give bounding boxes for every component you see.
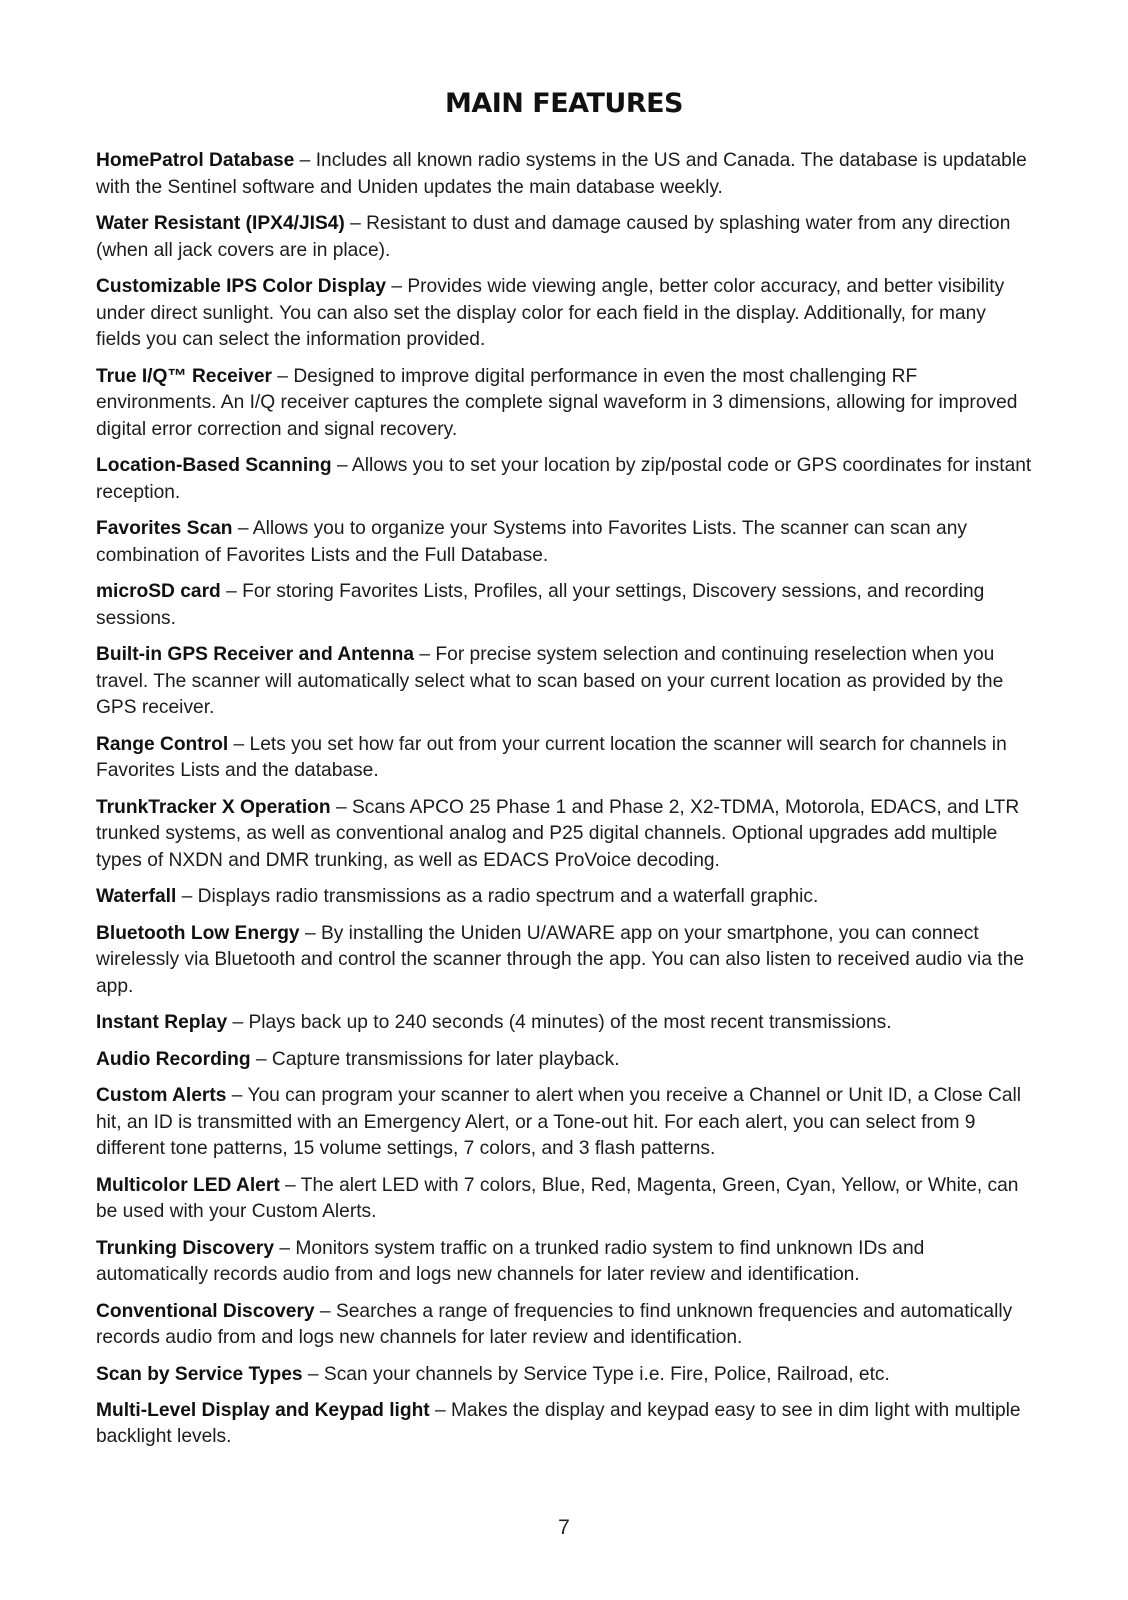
- feature-description: Lets you set how far out from your current location the scanner will search for channels in Favorites Lists and the database.: [96, 733, 1007, 782]
- feature-description: Resistant to dust and damage caused by splashing water from any direction (when all jack covers are in place).: [96, 212, 1011, 261]
- feature-list: [96, 148, 1034, 1461]
- feature-item: Range Control – Lets you set how far out from your current location the scanner will search for channels in Favorites Lists and the database.: [96, 733, 1007, 782]
- feature-item: Multicolor LED Alert – The alert LED with 7 colors, Blue, Red, Magenta, Green, Cyan, Yellow, or White, can be used with your Custom Alerts.: [96, 1174, 1019, 1223]
- feature-name: microSD card: [96, 581, 221, 603]
- feature-name: TrunkTracker X Operation: [96, 796, 331, 818]
- feature-description: Plays back up to 240 seconds (4 minutes) of the most recent transmissions.: [248, 1012, 892, 1034]
- feature-description: Designed to improve digital performance in even the most challenging RF environments. An I/Q receiver captures the complete signal waveform in 3 dimensions, allowing for improved digital error correction and signal recovery.: [96, 365, 1018, 440]
- feature-name: Location-Based Scanning: [96, 455, 332, 477]
- feature-item: Custom Alerts – You can program your scanner to alert when you receive a Channel or Unit ID, a Close Call hit, an ID is transmitted with an Emergency Alert, or a Tone-out hit. For each alert, you can select from 9 different tone patterns, 15 volume settings, 7 colors, and 3 flash patterns.: [96, 1084, 1022, 1160]
- feature-item: Customizable IPS Color Display – Provides wide viewing angle, better color accuracy, and better visibility under direct sunlight. You can also set the display color for each field in the display. Additionally, for many fields you can select the information provided.: [96, 275, 1005, 351]
- feature-description: By installing the Uniden U/AWARE app on your smartphone, you can connect wirelessly via Bluetooth and control the scanner through the app. You can also listen to received audio via the app.: [96, 922, 1024, 997]
- page-number: 7: [558, 1516, 570, 1539]
- feature-description: Allows you to organize your Systems into Favorites Lists. The scanner can scan any combination of Favorites Lists and the Full Database.: [96, 518, 967, 566]
- feature-name: Audio Recording: [96, 1048, 251, 1070]
- feature-item: Scan by Service Types – Scan your channels by Service Type i.e. Fire, Police, Railroad, etc.: [96, 1363, 890, 1385]
- feature-item: Audio Recording – Capture transmissions for later playback.: [96, 1048, 620, 1070]
- feature-description: Searches a range of frequencies to find unknown frequencies and automatically records audio from and logs new channels for later review and identification.: [96, 1300, 1013, 1349]
- feature-name: Waterfall: [96, 886, 177, 908]
- feature-item: Multi-Level Display and Keypad light – Makes the display and keypad easy to see in dim light with multiple backlight levels.: [96, 1399, 1021, 1448]
- feature-description: Allows you to set your location by zip/postal code or GPS coordinates for instant reception.: [96, 455, 1032, 503]
- feature-description: The alert LED with 7 colors, Blue, Red, Magenta, Green, Cyan, Yellow, or White, can be used with your Custom Alerts.: [96, 1174, 1019, 1223]
- feature-item: Bluetooth Low Energy – By installing the Uniden U/AWARE app on your smartphone, you can connect wirelessly via Bluetooth and control the scanner through the app. You can also listen to received audio via the app.: [96, 922, 1024, 997]
- feature-item: Built-in GPS Receiver and Antenna – For precise system selection and continuing reselection when you travel. The scanner will automatically select what to scan based on your current location as provided by the GPS receiver.: [96, 644, 1004, 719]
- feature-item: microSD card – For storing Favorites Lists, Profiles, all your settings, Discovery sessions, and recording sessions.: [96, 581, 985, 629]
- feature-description: Provides wide viewing angle, better color accuracy, and better visibility under direct sunlight. You can also set the display color for each field in the display. Additionally, for many fields you can select the information provided.: [96, 275, 1005, 351]
- feature-name: Conventional Discovery: [96, 1300, 315, 1322]
- page-title: MAIN FEATURES: [444, 88, 684, 119]
- feature-name: Multicolor LED Alert: [96, 1174, 280, 1196]
- feature-name: Water Resistant (IPX4/JIS4): [96, 212, 345, 234]
- feature-name: HomePatrol Database: [96, 150, 295, 171]
- feature-item: True I/Q™ Receiver – Designed to improve digital performance in even the most challenging RF environments. An I/Q receiver captures the complete signal waveform in 3 dimensions, allowing for improved digital error correction and signal recovery.: [96, 365, 1018, 440]
- feature-description: Includes all known radio systems in the US and Canada. The database is updatable with the Sentinel software and Uniden updates the main database weekly.: [96, 150, 1027, 198]
- feature-name: True I/Q™ Receiver: [96, 365, 272, 387]
- feature-item: Instant Replay – Plays back up to 240 seconds (4 minutes) of the most recent transmissions.: [96, 1012, 892, 1034]
- feature-description: Scan your channels by Service Type i.e. Fire, Police, Railroad, etc.: [323, 1363, 890, 1385]
- feature-name: Range Control: [96, 733, 229, 755]
- feature-item: Trunking Discovery – Monitors system traffic on a trunked radio system to find unknown IDs and automatically records audio from and logs new channels for later review and identification.: [96, 1237, 925, 1286]
- feature-item: HomePatrol Database – Includes all known radio systems in the US and Canada. The database is updatable with the Sentinel software and Uniden updates the main database weekly.: [96, 150, 1027, 198]
- feature-name: Instant Replay: [96, 1012, 228, 1034]
- feature-name: Favorites Scan: [96, 518, 233, 540]
- feature-name: Bluetooth Low Energy: [96, 922, 300, 944]
- feature-item: TrunkTracker X Operation – Scans APCO 25 Phase 1 and Phase 2, X2-TDMA, Motorola, EDACS, and LTR trunked systems, as well as conventional analog and P25 digital channels. Optional upgrades add multiple types of NXDN and DMR trunking, as well as EDACS ProVoice decoding.: [96, 796, 1020, 871]
- feature-name: Built-in GPS Receiver and Antenna: [96, 644, 415, 666]
- feature-name: Scan by Service Types: [96, 1363, 303, 1385]
- feature-description: Scans APCO 25 Phase 1 and Phase 2, X2-TDMA, Motorola, EDACS, and LTR trunked systems, as well as conventional analog and P25 digital channels. Optional upgrades add multiple types of NXDN and DMR trunking, as well as EDACS ProVoice decoding.: [96, 796, 1020, 871]
- feature-item: Conventional Discovery – Searches a range of frequencies to find unknown frequencies and automatically records audio from and logs new channels for later review and identification.: [96, 1300, 1013, 1349]
- feature-description: For storing Favorites Lists, Profiles, all your settings, Discovery sessions, and recording sessions.: [96, 581, 985, 629]
- feature-item: Favorites Scan – Allows you to organize your Systems into Favorites Lists. The scanner can scan any combination of Favorites Lists and the Full Database.: [96, 518, 967, 566]
- feature-description: Makes the display and keypad easy to see in dim light with multiple backlight levels.: [96, 1399, 1021, 1448]
- feature-description: For precise system selection and continuing reselection when you travel. The scanner will automatically select what to scan based on your current location as provided by the GPS receiver.: [96, 644, 1004, 719]
- feature-item: Location-Based Scanning – Allows you to set your location by zip/postal code or GPS coordinates for instant reception.: [96, 455, 1032, 503]
- feature-description: Displays radio transmissions as a radio spectrum and a waterfall graphic.: [197, 886, 819, 908]
- feature-description: You can program your scanner to alert when you receive a Channel or Unit ID, a Close Call hit, an ID is transmitted with an Emergency Alert, or a Tone-out hit. For each alert, you can select from 9 different tone patterns, 15 volume settings, 7 colors, and 3 flash patterns.: [96, 1084, 1022, 1160]
- feature-item: Water Resistant (IPX4/JIS4) – Resistant to dust and damage caused by splashing water from any direction (when all jack covers are in place).: [96, 212, 1011, 261]
- feature-name: Customizable IPS Color Display: [96, 275, 387, 297]
- feature-name: Multi-Level Display and Keypad light: [96, 1399, 430, 1421]
- feature-description: Capture transmissions for later playback.: [271, 1048, 620, 1070]
- feature-name: Trunking Discovery: [96, 1237, 275, 1259]
- feature-name: Custom Alerts: [96, 1084, 227, 1106]
- feature-item: Waterfall – Displays radio transmissions as a radio spectrum and a waterfall graphic.: [96, 886, 819, 908]
- feature-description: Monitors system traffic on a trunked radio system to find unknown IDs and automatically records audio from and logs new channels for later review and identification.: [96, 1237, 925, 1286]
